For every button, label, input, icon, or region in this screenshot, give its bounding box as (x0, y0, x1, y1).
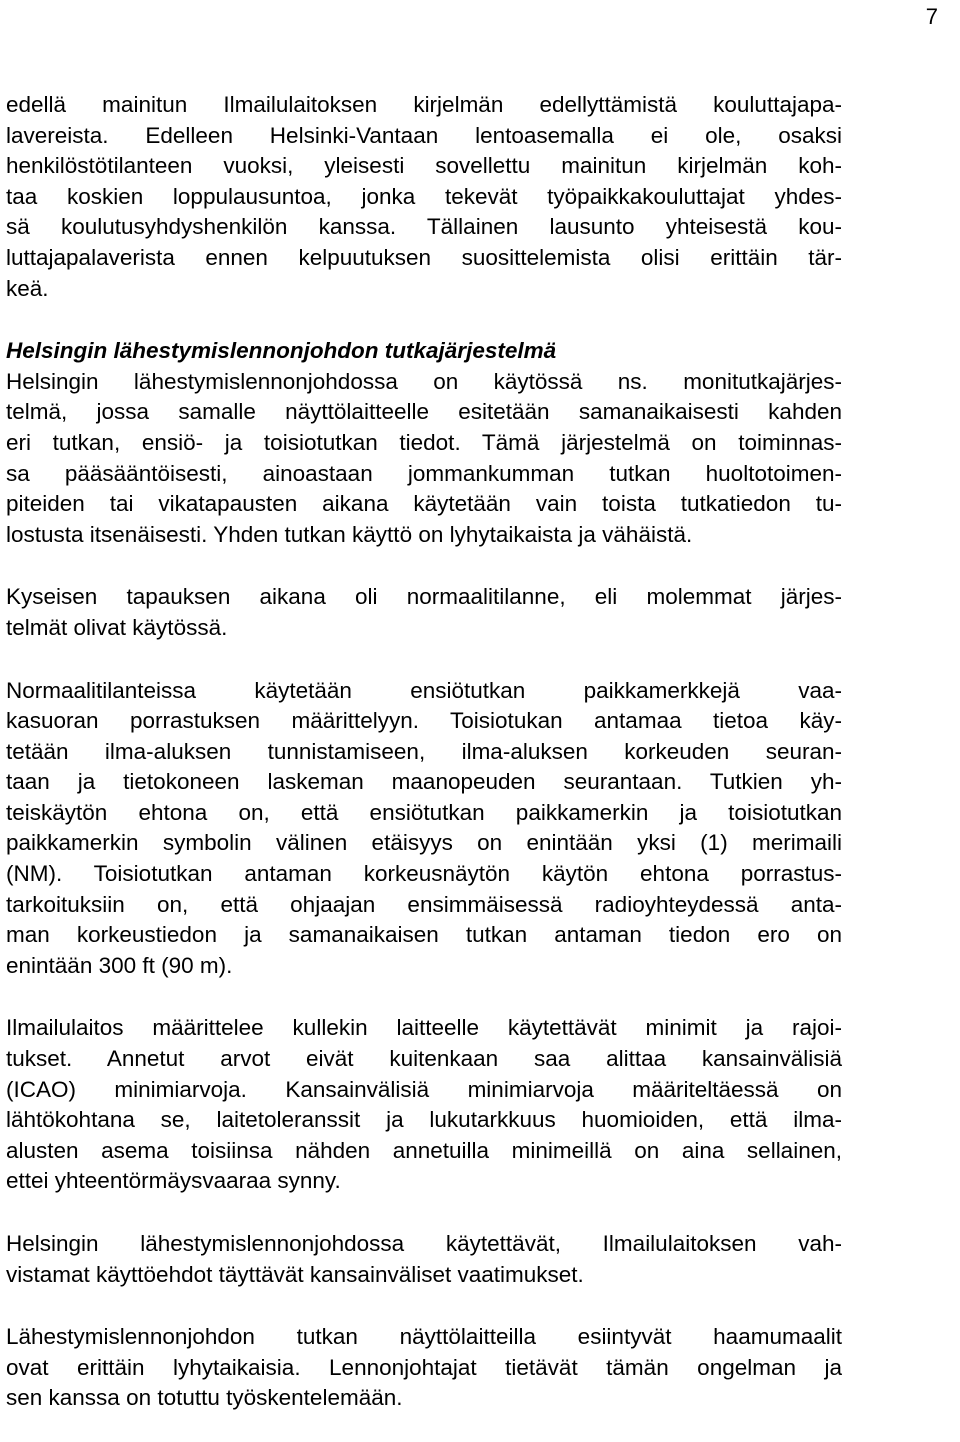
text-line: ettei yhteentörmäysvaaraa synny. (6, 1168, 341, 1194)
text-line: alusten asema toisiinsa nähden annetuilla minimeillä on aina sellainen, (6, 1137, 842, 1163)
paragraph (6, 582, 842, 643)
text-line: vistamat käyttöehdot täyttävät kansainväliset vaatimukset. (6, 1261, 584, 1287)
paragraph (6, 1013, 842, 1197)
text-line: tukset. Annetut arvot eivät kuitenkaan saa alittaa kansainvälisiä (6, 1046, 842, 1072)
paragraph-gap (6, 644, 842, 676)
section-heading: Helsingin lähestymislennonjohdon tutkajärjestelmä (6, 338, 557, 364)
text-line: taa koskien loppulausuntoa, jonka tekevät työpaikkakouluttajat yhdes- (6, 183, 842, 209)
paragraph (6, 1229, 842, 1290)
text-line: keä. (6, 275, 49, 301)
text-line: teiskäytön ehtona on, että ensiötutkan paikkamerkin ja toisiotutkan (6, 799, 842, 825)
paragraph (6, 336, 842, 550)
text-line: eri tutkan, ensiö- ja toisiotutkan tiedot. Tämä järjestelmä on toiminnas- (6, 429, 842, 455)
text-line: Ilmailulaitos määrittelee kullekin laitteelle käytettävät minimit ja rajoi- (6, 1015, 842, 1041)
text-line: telmä, jossa samalle näyttölaitteelle esitetään samanaikaisesti kahden (6, 399, 842, 425)
text-line: lostusta itsenäisesti. Yhden tutkan käyttö on lyhytaikaista ja vähäistä. (6, 521, 693, 547)
text-line: piteiden tai vikatapausten aikana käytetään vain toista tutkatiedon tu- (6, 491, 842, 517)
text-line: (ICAO) minimiarvoja. Kansainvälisiä minimiarvoja määriteltäessä on (6, 1076, 842, 1102)
page-number: 7 (925, 4, 938, 29)
text-line: man korkeustiedon ja samanaikaisen tutkan antaman tiedon ero on (6, 922, 842, 948)
text-line: Helsingin lähestymislennonjohdossa on käytössä ns. monitutkajärjes- (6, 368, 842, 394)
text-line: telmät olivat käytössä. (6, 614, 228, 640)
text-line: Lähestymislennonjohdon tutkan näyttölaitteilla esiintyvät haamumaalit (6, 1324, 842, 1350)
text-line: lähtökohtana se, laitetoleranssit ja lukutarkkuus huomioiden, että ilma- (6, 1107, 842, 1133)
text-line: Normaalitilanteissa käytetään ensiötutkan paikkamerkkejä vaa- (6, 677, 842, 703)
paragraph-gap (6, 1290, 842, 1322)
paragraph (6, 90, 842, 304)
text-line: taan ja tietokoneen laskeman maanopeuden seurantaan. Tutkien yh- (6, 769, 842, 795)
paragraph-gap (6, 550, 842, 582)
paragraph-gap (6, 1197, 842, 1229)
document-body (6, 90, 842, 1414)
text-line: ovat erittäin lyhytaikaisia. Lennonjohtajat tietävät tämän ongelman ja (6, 1354, 842, 1380)
text-line: kasuoran porrastuksen määrittelyyn. Toisiotukan antamaa tietoa käy- (6, 708, 842, 734)
text-line: edellä mainitun Ilmailulaitoksen kirjelmän edellyttämistä kouluttajapa- (6, 92, 842, 117)
text-line: (NM). Toisiotutkan antaman korkeusnäytön käytön ehtona porrastus- (6, 861, 842, 887)
text-line: luttajapalaverista ennen kelpuutuksen suosittelemista olisi erittäin tär- (6, 244, 842, 270)
text-line: tarkoituksiin on, että ohjaajan ensimmäisessä radioyhteydessä anta- (6, 891, 842, 917)
paragraph-gap (6, 981, 842, 1013)
text-line: Helsingin lähestymislennonjohdossa käytettävät, Ilmailulaitoksen vah- (6, 1231, 842, 1256)
text-line: sa pääsääntöisesti, ainoastaan jommankumman tutkan huoltotoimen- (6, 460, 842, 486)
text-line: henkilöstötilanteen vuoksi, yleisesti sovellettu mainitun kirjelmän koh- (6, 153, 842, 179)
text-line: sen kanssa on totuttu työskentelemään. (6, 1385, 403, 1411)
text-line: Kyseisen tapauksen aikana oli normaalitilanne, eli molemmat järjes- (6, 584, 842, 610)
text-line: lavereista. Edelleen Helsinki-Vantaan lentoasemalla ei ole, osaksi (6, 122, 842, 148)
text-line: paikkamerkin symbolin välinen etäisyys on enintään yksi (1) merimaili (6, 830, 842, 856)
paragraph-gap (6, 304, 842, 336)
text-line: sä koulutusyhdyshenkilön kanssa. Tällainen lausunto yhteisestä kou- (6, 214, 842, 240)
paragraph (6, 676, 842, 982)
paragraph (6, 1322, 842, 1414)
text-line: tetään ilma-aluksen tunnistamiseen, ilma-aluksen korkeuden seuran- (6, 738, 842, 764)
text-line: enintään 300 ft (90 m). (6, 952, 233, 978)
